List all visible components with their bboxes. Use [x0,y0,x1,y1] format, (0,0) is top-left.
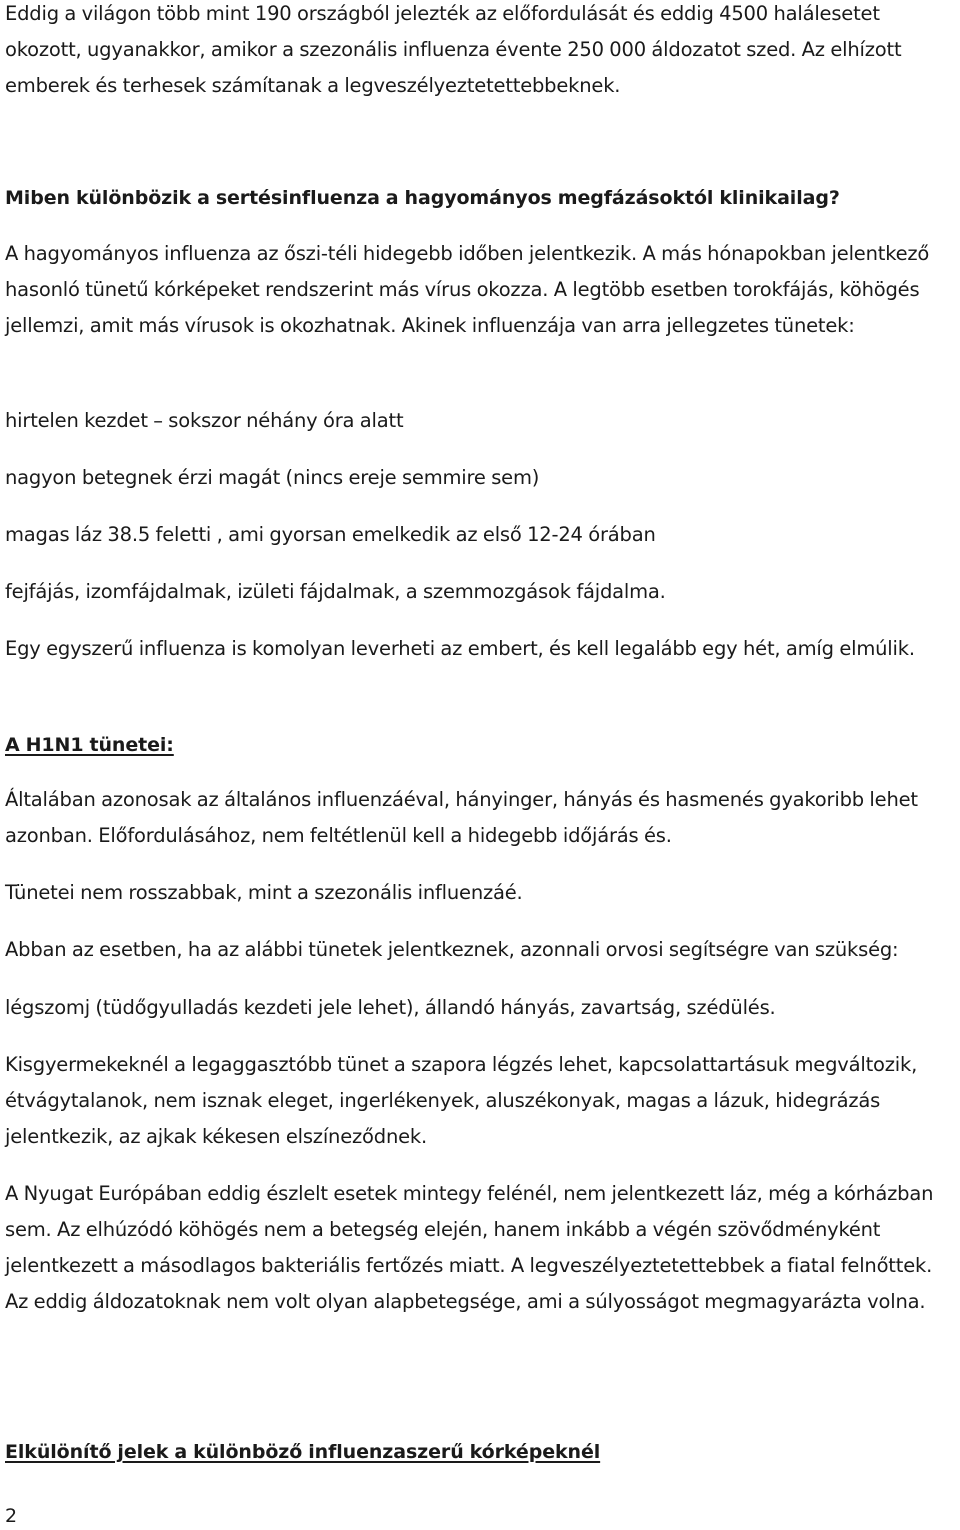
difference-paragraph: A hagyományos influenza az őszi-téli hidegebb időben jelentkezik. A más hónapokban jelentkező hasonló tünetű kórképeket rendszerint más vírus okozza. A legtöbb esetben torokfájás, köhögés jellemzi, amit más vírusok is okozhatnak. Akinek influenzája van arra jellegzetes tünetek: [5,242,930,337]
symptom-item: magas láz 38.5 feletti , ami gyorsan emelkedik az első 12-24 órában [5,523,656,546]
h1n1-paragraph: légszomj (tüdőgyulladás kezdeti jele lehet), állandó hányás, zavartság, szédülés. [5,996,776,1019]
simple-flu-paragraph: Egy egyszerű influenza is komolyan leverheti az embert, és kell legalább egy hét, amíg elmúlik. [5,637,915,660]
western-europe-paragraph: A Nyugat Európában eddig észlelt esetek mintegy felénél, nem jelentkezett láz, még a kórházban sem. Az elhúzódó köhögés nem a betegség elején, hanem inkább a végén szövődményként jelentkezett a másodlagos bakteriális fertőzés miatt. A legveszélyeztetettebbek a fiatal felnőttek. Az eddig áldozatoknak nem volt olyan alapbetegsége, ami a súlyosságot megmagyarázta volna. [5,1182,934,1313]
page-number: 2 [5,1505,18,1527]
children-paragraph: Kisgyermekeknél a legaggasztóbb tünet a szapora légzés lehet, kapcsolattartásuk megváltozik, étvágytalanok, nem isznak eleget, ingerlékenyek, aluszékonyak, magas a lázuk, hidegrázás jelentkezik, az ajkak kékesen elszíneződnek. [5,1053,918,1148]
symptom-item: nagyon betegnek érzi magát (nincs ereje semmire sem) [5,466,540,489]
h1n1-paragraph: Abban az esetben, ha az alábbi tünetek jelentkeznek, azonnali orvosi segítségre van szükség: [5,938,899,961]
heading-difference: Miben különbözik a sertésinfluenza a hagyományos megfázásoktól klinikailag? [5,187,840,209]
heading-h1n1: A H1N1 tünetei: [5,734,174,756]
intro-paragraph: Eddig a világon több mint 190 országból jelezték az előfordulását és eddig 4500 halálesetet okozott, ugyanakkor, amikor a szezonális influenza évente 250 000 áldozatot szed. Az elhízott emberek és terhesek számítanak a legveszélyeztetettebbeknek. [5,2,902,97]
symptom-item: fejfájás, izomfájdalmak, izületi fájdalmak, a szemmozgások fájdalma. [5,580,666,603]
symptom-item: hirtelen kezdet – sokszor néhány óra alatt [5,409,404,432]
heading-distinguishing: Elkülönítő jelek a különböző influenzaszerű kórképeknél [5,1441,601,1463]
h1n1-paragraph: Tünetei nem rosszabbak, mint a szezonális influenzáé. [5,881,523,904]
h1n1-paragraph: Általában azonosak az általános influenzáéval, hányinger, hányás és hasmenés gyakoribb lehet azonban. Előfordulásához, nem feltétlenül kell a hidegebb időjárás és. [5,788,918,847]
